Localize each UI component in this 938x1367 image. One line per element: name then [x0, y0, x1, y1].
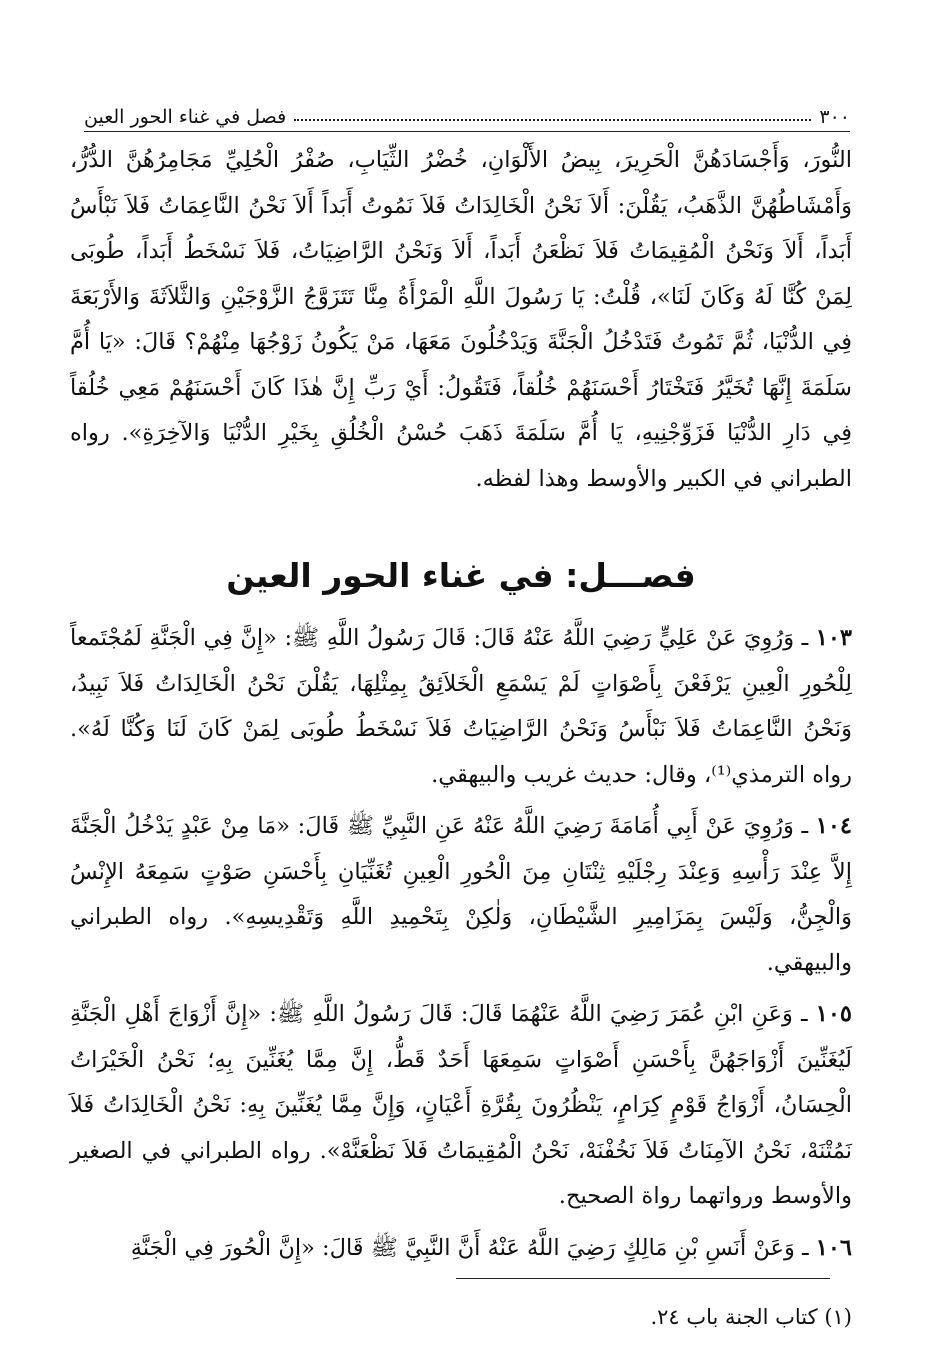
- footnote: [70, 1300, 852, 1334]
- hadith-paragraph: [70, 992, 852, 1220]
- hadith-text: ـ وَرُوِيَ عَنْ عَلِيٍّ رَضِيَ اللَّهُ عَنْهُ قَالَ: قَالَ رَسُولُ اللَّهِ ﷺ: «إِنَّ فِي الْجَنَّةِ لَمُجْتَمعاً لِلْحُورِ الْعِينِ يَرْفَعْنَ بِأَصْوَاتٍ لَمْ يَسْمَعِ الْخَلاَئِقُ بِمِثْلِهَا، يَقُلْنَ نَحْنُ الْخَالِدَاتُ فَلاَ نَبِيدُ، وَنَحْنُ النَّاعِمَاتُ فَلاَ نَبْأَسُ وَنَحْنُ الرَّاضِيَاتُ فَلاَ نَسْخَطُ طُوبَى لِمَنْ كَانَ لَنَا وَكُنَّا لَهُ». رواه الترمذي⁽¹⁾، وقال: حديث غريب والبيهقي.: [70, 625, 852, 788]
- hadith-text: ـ وَعَنِ ابْنِ عُمَرَ رَضِيَ اللَّهُ عَنْهُمَا قَالَ: قَالَ رَسُولُ اللَّهِ ﷺ: «إِنَّ أَزْوَاجَ أَهْلِ الْجَنَّةِ لَيُغَنِّينَ أَزْوَاجَهُنَّ بِأَحْسَنِ أَصْوَاتٍ سَمِعَهَا أَحَدٌ قَطُّ، إِنَّ مِمَّا يُغَنِّينَ بِهِ؛ نَحْنُ الْخَيْرَاتُ الْحِسَانُ، أَزْوَاجُ قَوْمٍ كِرَامٍ، يَنْظُرُونَ بِقُرَّةِ أَعْيَانٍ، وَإِنَّ مِمَّا يُغَنِّينَ بِهِ: نَحْنُ الْخَالِدَاتُ فَلاَ نَمُتْنَهْ، نَحْنُ الآمِنَاتُ فَلاَ نَخُفْنَهْ، نَحْنُ الْمُقِيمَاتُ فَلاَ نَظْعَنَّهْ». رواه الطبراني في الصغير والأوسط ورواتهما رواة الصحيح.: [70, 1001, 852, 1209]
- hadith-paragraph: [70, 804, 852, 986]
- hadith-paragraph: [70, 616, 852, 798]
- page-body: [70, 138, 852, 1271]
- header-rule: [84, 131, 850, 132]
- page-number: ٣٠٠: [819, 106, 850, 128]
- footnote-text: كتاب الجنة باب ٢٤.: [650, 1305, 818, 1329]
- footnote-rule: [456, 1278, 830, 1279]
- hadith-number: ١٠٦: [815, 1234, 852, 1261]
- hadith-number: ١٠٤: [815, 813, 852, 839]
- hadith-paragraph: [70, 1226, 852, 1272]
- hadith-number: ١٠٣: [815, 625, 852, 651]
- footnote-marker: (١): [824, 1305, 852, 1329]
- intro-paragraph: النُّورَ، وَأَجْسَادَهُنَّ الْحَرِيرَ، بِيضُ الأَلْوَانِ، خُضْرُ الثِّيَابِ، صُفْرُ الْحُلِيِّ مَجَامِرُهُنَّ الدُّرُّ، وَأَمْشَاطُهُنَّ الذَّهَبُ، يَقُلْنَ: أَلاَ نَحْنُ الْخَالِدَاتُ فَلاَ نَمُوتُ أَبَداً أَلاَ نَحْنُ النَّاعِمَاتُ فَلاَ نَبْأَسُ أَبَداً، أَلاَ وَنَحْنُ الْمُقِيمَاتُ فَلاَ نَظْعَنُ أَبَداً، أَلاَ وَنَحْنُ الرَّاضِيَاتُ، فَلاَ نَسْخَطُ أَبَداً، طُوبَى لِمَنْ كُنَّا لَهُ وَكَانَ لَنَا»، قُلْتُ: يَا رَسُولَ اللَّهِ الْمَرْأَةُ مِنَّا تَتَزَوَّجُ الزَّوْجَيْنِ وَالثَّلاَثَةَ وَالأَرْبَعَةَ فِي الدُّنْيَا، ثُمَّ تَمُوتُ فَتَدْخُلُ الْجَنَّةَ وَيَدْخُلُونَ مَعَهَا، مَنْ يَكُونُ زَوْجُهَا مِنْهُمْ؟ قَالَ: «يَا أُمَّ سَلَمَةَ إِنَّهَا تُخَيَّرُ فَتَخْتَارُ أَحْسَنَهُمْ خُلُقاً، فَتَقُولُ: أَيْ رَبِّ إِنَّ هٰذَا كَانَ أَحْسَنَهُمْ مَعِي خُلُقاً فِي دَارِ الدُّنْيَا فَزَوِّجْنِيهِ، يَا أُمَّ سَلَمَةَ ذَهَبَ حُسْنُ الْخُلُقِ بِخَيْرِ الدُّنْيَا وَالآخِرَةِ». رواه الطبراني في الكبير والأوسط وهذا لفظه.: [70, 147, 852, 492]
- page-header: [84, 94, 850, 128]
- section-heading: فصـــل: في غناء الحور العين: [226, 556, 696, 595]
- hadith-text: ـ وَرُوِيَ عَنْ أَبِي أُمَامَةَ رَضِيَ اللَّهُ عَنْهُ عَنِ النَّبِيِّ ﷺ قَالَ: «مَا مِنْ عَبْدٍ يَدْخُلُ الْجَنَّةَ إِلاَّ عِنْدَ رَأْسِهِ وَعِنْدَ رِجْلَيْهِ ثِنْتَانِ مِنَ الْحُورِ الْعِينِ تُغَنِّيَانِ بِأَحْسَنِ صَوْتٍ سَمِعَهُ الإِنْسُ وَالْجِنُّ، وَلَيْسَ بِمَزَامِيرِ الشَّيْطَانِ، وَلٰكِنْ بِتَحْمِيدِ اللَّهِ وَتَقْدِيسِهِ». رواه الطبراني والبيهقي.: [70, 813, 852, 976]
- hadith-text: ـ وَعَنْ أَنَسِ بْنِ مَالِكٍ رَضِيَ اللَّهُ عَنْهُ أَنَّ النَّبِيَّ ﷺ قَالَ: «إِنَّ الْحُورَ فِي الْجَنَّةِ: [130, 1234, 809, 1261]
- hadith-number: ١٠٥: [815, 1001, 852, 1027]
- running-title: فصل في غناء الحور العين: [84, 106, 287, 128]
- header-dot-leader: [294, 119, 811, 121]
